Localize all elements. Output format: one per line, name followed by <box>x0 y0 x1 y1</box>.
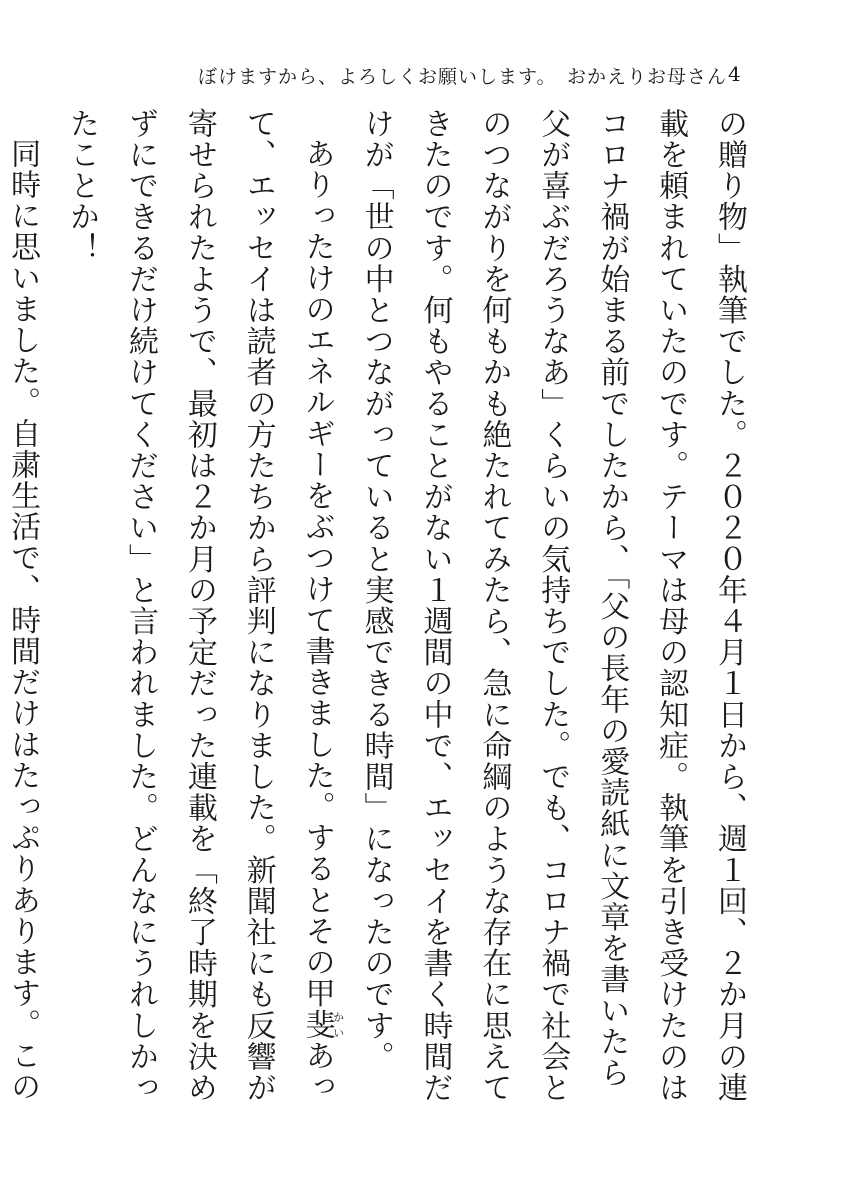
furigana-kai <box>299 1008 345 1040</box>
paragraph-2 <box>51 108 346 1108</box>
paragraph-2-text-b: あって、エッセイは読者の方たちから評判になりました。新聞社にも反響が寄せられたようで、最初は２か月の予定だった連載を「終了時期を決めずにできるだけ続けてください」と言われました。どんなにうれしかったことか！ <box>64 108 335 1104</box>
running-title: ぼけますから、よろしくお願いします。 おかえりお母さん <box>198 66 727 88</box>
vertical-body-text <box>5 108 758 1108</box>
page-number: 4 <box>728 62 741 86</box>
paragraph-2-text-a: ありったけのエネルギーをぶつけて書きました。するとその甲 <box>299 138 335 1009</box>
paragraph-1: の贈り物」執筆でした。２０２０年４月１日から、週１回、２か月の連載を頼まれていたのです。テーマは母の認知症。執筆を引き受けたのはコロナ禍が始まる前でしたから、「父の長年の愛読紙に文章を書いたら父が喜ぶだろうなあ」くらいの気持ちでした。でも、コロナ禍で社会とのつながりを何もかも絶たれてみたら、急に命綱のような存在に思えてきたのです。何もやることがない１週間の中で、エッセイを書く時間だけが「世の中とつながっていると実感できる時間」になったのです。 <box>358 108 747 1104</box>
paragraph-3: 同時に思いました。自粛生活で、時間だけはたっぷりあります。この <box>5 138 41 1103</box>
ruby-reading-kai: かい <box>331 1008 345 1040</box>
ruby-base-kai: 斐 <box>299 1008 335 1040</box>
page-header <box>0 62 841 92</box>
